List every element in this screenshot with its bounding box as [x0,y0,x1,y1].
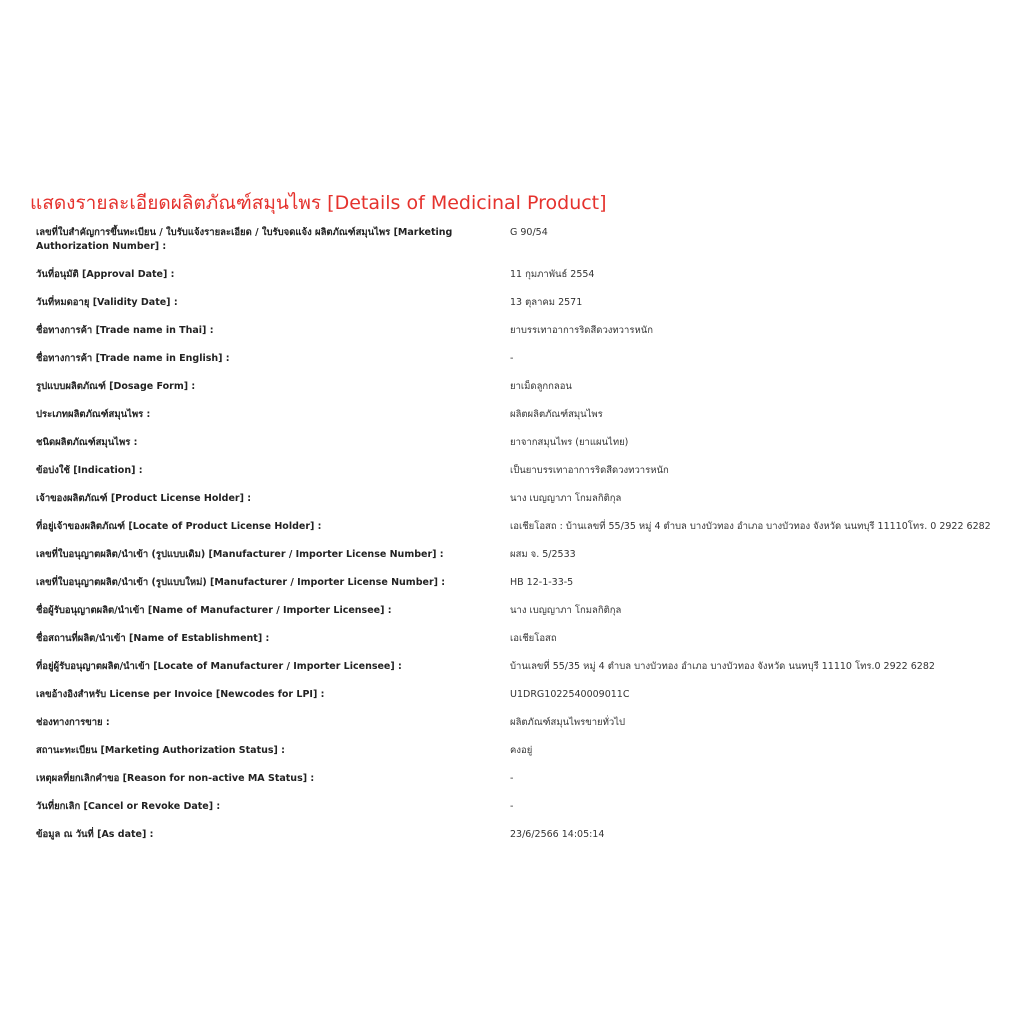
detail-label: ชนิดผลิตภัณฑ์สมุนไพร : [36,437,138,448]
detail-row-license-holder-address [30,520,1000,548]
detail-row-ma-number [30,226,1000,268]
detail-label: ชื่อผู้รับอนุญาตผลิต/นำเข้า [Name of Manufacturer / Importer Licensee] : [36,605,392,616]
detail-value: U1DRG1022540009011C [510,689,630,700]
detail-label: วันที่อนุมัติ [Approval Date] : [36,269,175,280]
detail-value: 23/6/2566 14:05:14 [510,829,605,840]
detail-label: ข้อมูล ณ วันที่ [As date] : [36,829,154,840]
detail-label: วันที่หมดอายุ [Validity Date] : [36,297,178,308]
detail-label: ชื่อทางการค้า [Trade name in Thai] : [36,325,214,336]
detail-row-cancel-reason [30,772,1000,800]
detail-row-approval-date [30,268,1000,296]
detail-row-licensee-name [30,604,1000,632]
detail-label: ช่องทางการขาย : [36,717,110,728]
detail-label: สถานะทะเบียน [Marketing Authorization Status] : [36,745,285,756]
detail-value: HB 12-1-33-5 [510,577,574,588]
detail-row-product-kind [30,436,1000,464]
detail-value: นาง เบญญาภา โกมลกิติกุล [510,493,622,504]
detail-row-cancel-date [30,800,1000,828]
detail-value: ผลิตผลิตภัณฑ์สมุนไพร [510,409,603,420]
detail-label: ที่อยู่ผู้รับอนุญาตผลิต/นำเข้า [Locate of Manufacturer / Importer Licensee] : [36,661,402,672]
detail-label: เลขที่ใบสำคัญการขึ้นทะเบียน / ใบรับแจ้งรายละเอียด / ใบรับจดแจ้ง ผลิตภัณฑ์สมุนไพร [Marketing Authorization Number] : [36,227,453,252]
detail-row-ma-status [30,744,1000,772]
detail-value: เอเชียโอสถ [510,633,557,644]
detail-value: G 90/54 [510,227,548,238]
detail-value: ผสม จ. 5/2533 [510,549,576,560]
detail-value: คงอยู่ [510,745,533,756]
detail-row-establishment-name [30,632,1000,660]
detail-row-license-number-old [30,548,1000,576]
detail-label: ประเภทผลิตภัณฑ์สมุนไพร : [36,409,151,420]
details-list [30,226,1000,856]
content-area [30,188,1000,856]
detail-row-trade-name-english [30,352,1000,380]
detail-row-sales-channel [30,716,1000,744]
detail-value: ยาเม็ดลูกกลอน [510,381,572,392]
detail-row-license-holder [30,492,1000,520]
detail-label: ชื่อทางการค้า [Trade name in English] : [36,353,230,364]
detail-value: เป็นยาบรรเทาอาการริดสีดวงทวารหนัก [510,465,669,476]
detail-row-indication [30,464,1000,492]
detail-row-as-date [30,828,1000,856]
detail-label: เลขอ้างอิงสำหรับ License per Invoice [Newcodes for LPI] : [36,689,325,700]
detail-row-license-number-new [30,576,1000,604]
detail-value: เอเชียโอสถ : บ้านเลขที่ 55/35 หมู่ 4 ตำบล บางบัวทอง อำเภอ บางบัวทอง จังหวัด นนทบุรี 11110โทร. 0 2922 6282 [510,521,991,532]
detail-row-dosage-form [30,380,1000,408]
detail-label: เหตุผลที่ยกเลิกคำขอ [Reason for non-active MA Status] : [36,773,315,784]
detail-row-validity-date [30,296,1000,324]
detail-value: ผลิตภัณฑ์สมุนไพรขายทั่วไป [510,717,626,728]
detail-value: - [510,353,514,364]
detail-row-licensee-address [30,660,1000,688]
detail-label: เจ้าของผลิตภัณฑ์ [Product License Holder] : [36,493,252,504]
detail-value: 13 ตุลาคม 2571 [510,297,583,308]
detail-value: - [510,773,514,784]
detail-row-trade-name-thai [30,324,1000,352]
detail-label: รูปแบบผลิตภัณฑ์ [Dosage Form] : [36,381,196,392]
detail-label: เลขที่ใบอนุญาตผลิต/นำเข้า (รูปแบบเดิม) [Manufacturer / Importer License Number] : [36,549,444,560]
detail-label: ข้อบ่งใช้ [Indication] : [36,465,143,476]
detail-value: บ้านเลขที่ 55/35 หมู่ 4 ตำบล บางบัวทอง อำเภอ บางบัวทอง จังหวัด นนทบุรี 11110 โทร.0 2922 6282 [510,661,935,672]
detail-value: 11 กุมภาพันธ์ 2554 [510,269,595,280]
page-title: แสดงรายละเอียดผลิตภัณฑ์สมุนไพร [Details of Medicinal Product] [30,192,607,214]
detail-value: ยาจากสมุนไพร (ยาแผนไทย) [510,437,629,448]
detail-row-product-type [30,408,1000,436]
detail-value: ยาบรรเทาอาการริดสีดวงทวารหนัก [510,325,653,336]
detail-label: ที่อยู่เจ้าของผลิตภัณฑ์ [Locate of Product License Holder] : [36,521,322,532]
detail-value: นาง เบญญาภา โกมลกิติกุล [510,605,622,616]
detail-label: เลขที่ใบอนุญาตผลิต/นำเข้า (รูปแบบใหม่) [Manufacturer / Importer License Number] : [36,577,446,588]
detail-label: ชื่อสถานที่ผลิต/นำเข้า [Name of Establishment] : [36,633,270,644]
detail-row-lpi-code [30,688,1000,716]
detail-label: วันที่ยกเลิก [Cancel or Revoke Date] : [36,801,221,812]
detail-value: - [510,801,514,812]
